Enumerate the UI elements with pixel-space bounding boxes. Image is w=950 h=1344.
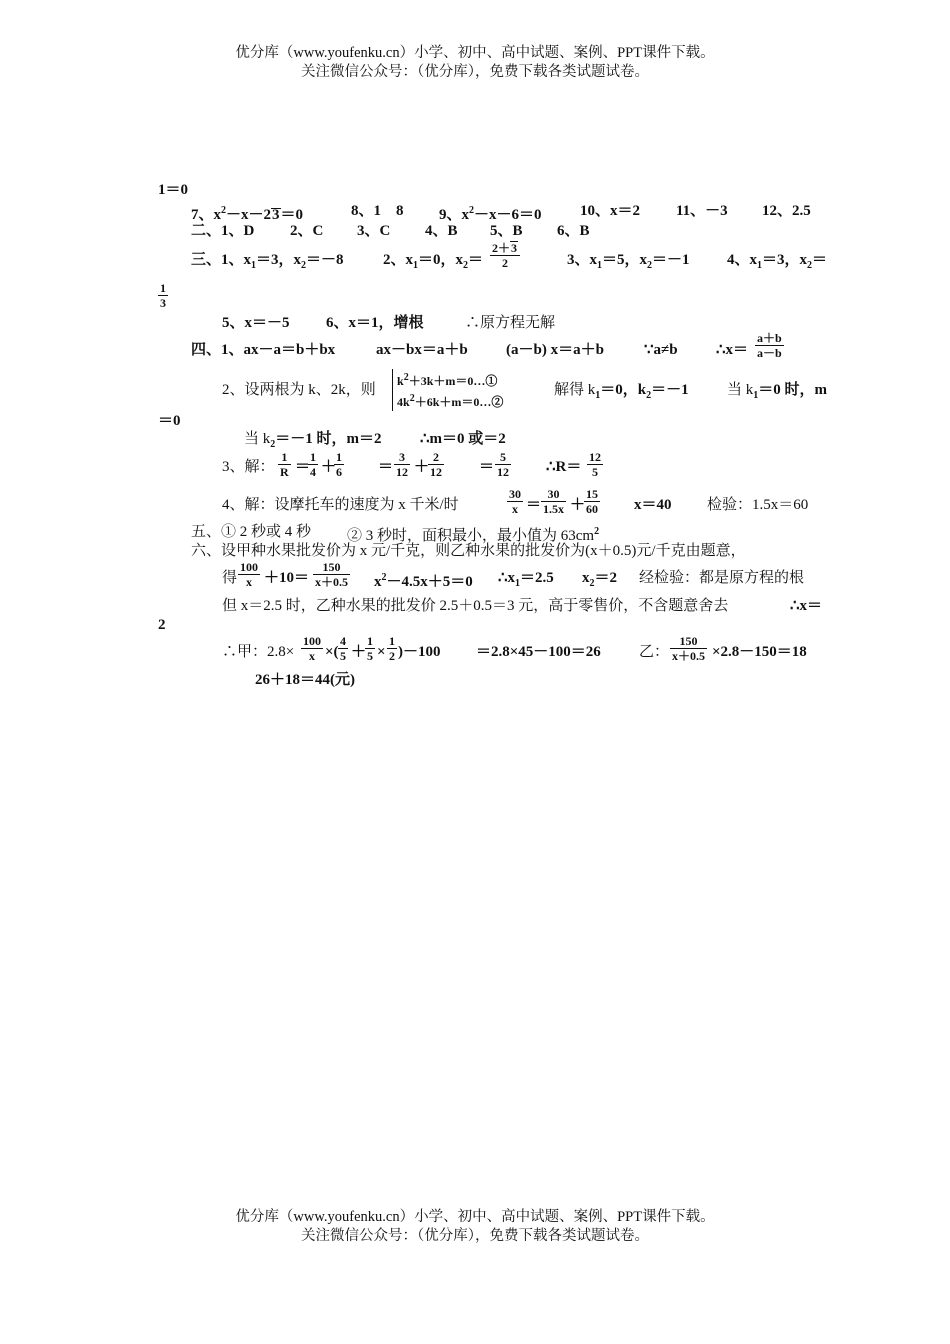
fraction: 1 R bbox=[280, 450, 289, 479]
answer-line: 1＝0 bbox=[158, 182, 189, 198]
page-footer bbox=[0, 1208, 950, 1246]
answer-line: 2 bbox=[158, 617, 166, 633]
fraction: 5 12 bbox=[497, 450, 509, 479]
fraction: 100 x bbox=[240, 560, 258, 589]
fraction: 4 5 bbox=[340, 634, 346, 663]
answer-line: ＝0 bbox=[158, 413, 181, 429]
answer-line: 六、设甲种水果批发价为 x 元/千克，则乙种水果的批发价为(x＋0.5)元/千克由题意， bbox=[191, 543, 746, 559]
header-line-1: 优分库（www.youfenku.cn）小学、初中、高中试题、案例、PPT课件下载。 bbox=[235, 45, 715, 61]
fraction: 100 x bbox=[303, 634, 321, 663]
footer-line-1: 优分库（www.youfenku.cn）小学、初中、高中试题、案例、PPT课件下载。 bbox=[235, 1209, 715, 1225]
fraction: 15 60 bbox=[586, 487, 598, 516]
fraction: 30 1.5x bbox=[543, 487, 564, 516]
page-header bbox=[0, 44, 950, 82]
fraction: 12 5 bbox=[589, 450, 601, 479]
footer-line-2: 关注微信公众号：（优分库），免费下载各类试题试卷。 bbox=[301, 1228, 649, 1244]
fraction: 2 12 bbox=[430, 450, 442, 479]
fraction: 3 12 bbox=[396, 450, 408, 479]
header-line-2: 关注微信公众号：（优分库），免费下载各类试题试卷。 bbox=[301, 64, 649, 80]
fraction: 1 2 bbox=[389, 634, 395, 663]
fraction: 2＋3 2 bbox=[490, 241, 520, 270]
fraction: a＋b a－b bbox=[757, 331, 782, 360]
equation-system: $k^2+3k+m=0\dots ①$ $4k^2+6k+m=0\dots ②$ bbox=[392, 369, 503, 411]
fraction: 150 x＋0.5 bbox=[672, 634, 706, 663]
fraction: 150 x＋0.5 bbox=[315, 560, 349, 589]
fraction: 30 x bbox=[509, 487, 521, 516]
fraction: 1 5 bbox=[367, 634, 373, 663]
fraction: 1 4 bbox=[310, 450, 316, 479]
answer-line: 26＋18＝44(元) bbox=[255, 672, 355, 688]
fraction: 1 6 bbox=[336, 450, 342, 479]
fraction: 1 3 bbox=[160, 281, 166, 310]
